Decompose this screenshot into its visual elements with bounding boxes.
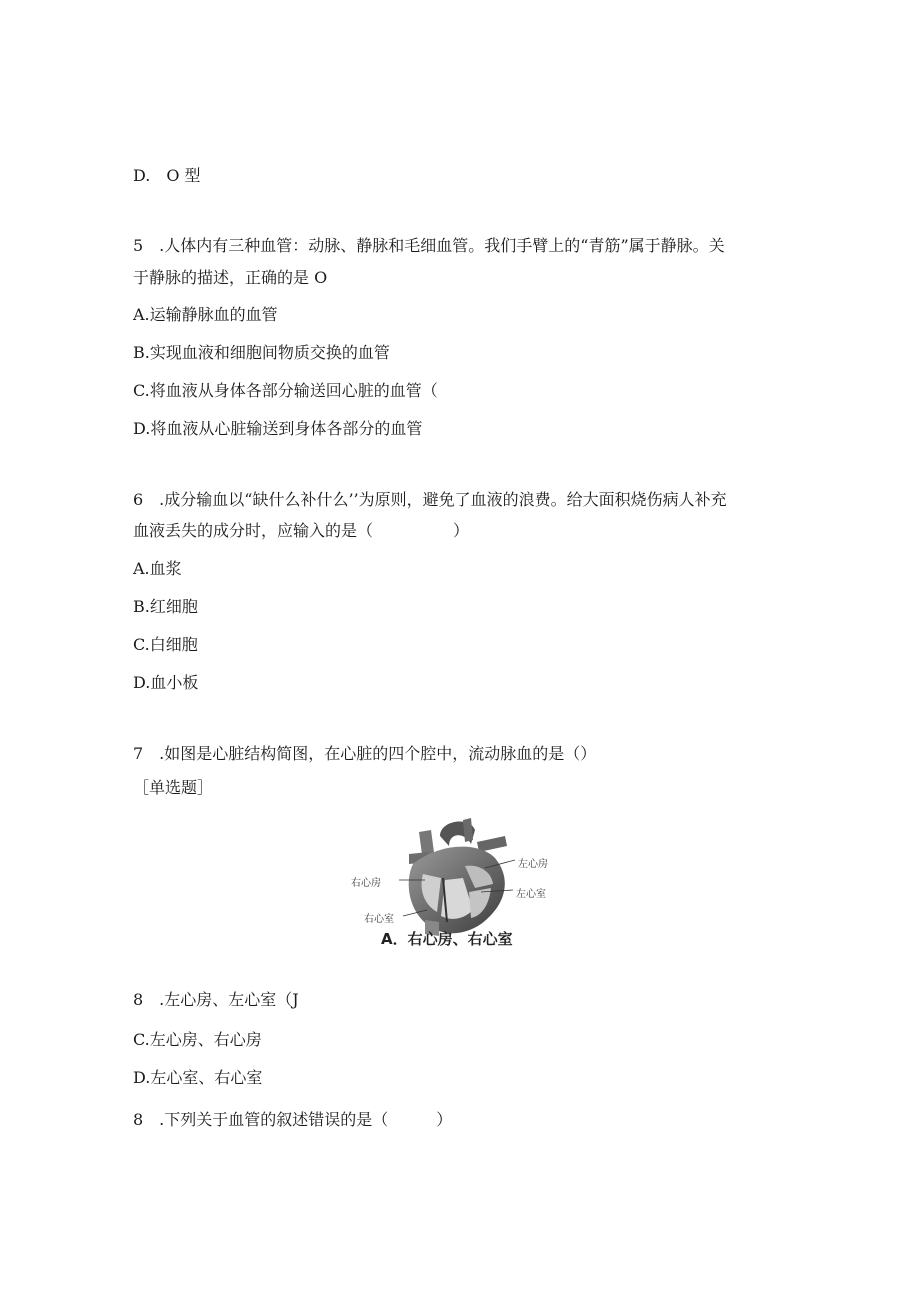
label-right-ventricle: 右心室 — [364, 914, 394, 925]
q5-option-d: D.将血液从心脏输送到身体各部分的血管 — [133, 419, 423, 438]
q5-option-b: B.实现血液和细胞间物质交换的血管 — [133, 343, 390, 362]
q7-option-d: D.左心室、右心室 — [133, 1068, 263, 1087]
question-8-stem: 8 .下列关于血管的叙述错误的是（ ） — [133, 1110, 453, 1129]
question-5-stem-line-2: 于静脉的描述，正确的是 O — [133, 268, 328, 287]
q6-option-c: C.白细胞 — [133, 635, 198, 654]
question-6-stem-line-1: 6 .成分输血以“缺什么补什么’’为原则，避免了血液的浪费。给大面积烧伤病人补充 — [133, 490, 727, 509]
question-7-stem: 7 .如图是心脏结构简图，在心脏的四个腔中，流动脉血的是（） — [133, 744, 597, 763]
option-d-q4: D. O 型 — [133, 166, 201, 185]
question-6-stem-line-2: 血液丢失的成分时，应输入的是（ ） — [133, 521, 470, 540]
q6-option-b: B.红细胞 — [133, 597, 198, 616]
label-left-atrium: 左心房 — [518, 859, 548, 870]
figure-caption-option-a: A．右心房、右心室 — [381, 930, 513, 948]
label-right-atrium: 右心房 — [351, 878, 381, 889]
q5-option-a: A.运输静脉血的血管 — [133, 305, 278, 324]
q6-option-a: A.血浆 — [133, 559, 182, 578]
q5-option-c: C.将血液从身体各部分输送回心脏的血管（ — [133, 381, 438, 400]
q7-option-c: C.左心房、右心房 — [133, 1030, 262, 1049]
q7-option-b: 8 .左心房、左心室（J — [133, 990, 299, 1009]
q6-option-d: D.血小板 — [133, 673, 199, 692]
question-type-tag: ［单选题］ — [133, 778, 214, 797]
question-5-stem-line-1: 5 .人体内有三种血管：动脉、静脉和毛细血管。我们手臂上的“青筋”属于静脉。关 — [133, 236, 725, 255]
label-left-ventricle: 左心室 — [516, 889, 546, 900]
